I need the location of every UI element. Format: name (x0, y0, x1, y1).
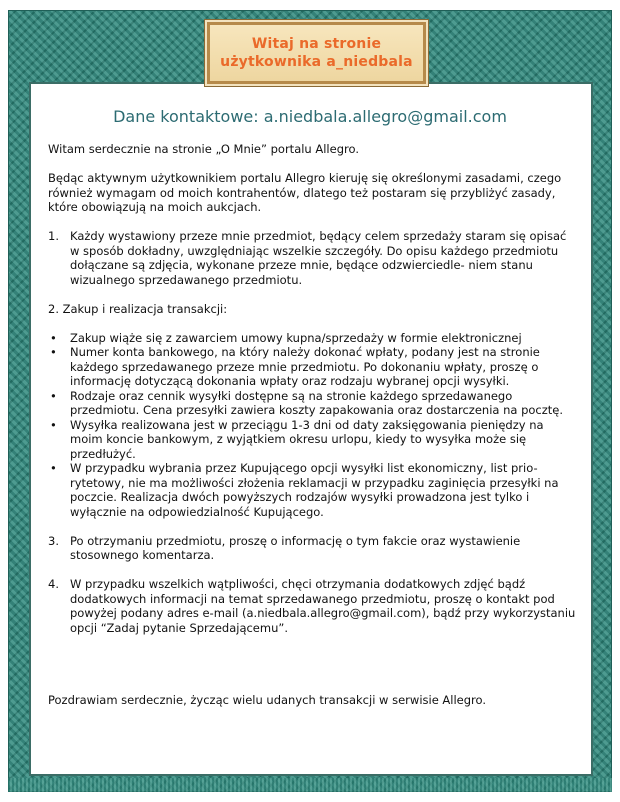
purchase-rules-list (48, 331, 576, 520)
page-title-line-1: Witaj na stronie (251, 36, 382, 52)
page-body (48, 142, 576, 708)
list-item-text: W przypadku wybrania przez Kupującego opcji wysyłki list ekonomiczny, list prio- rytetowy, nie ma możliwości złożenia reklamacji w przypadku zaginięcia przesyłki na poczcie. Realizacja dwóch powyższych rodzajów wysyłki prowadzona jest tylko i wyłącznie na odpowiedzialność Kupującego. (70, 461, 559, 519)
closing-text: Pozdrawiam serdecznie, życząc wielu udanych transakcji w serwisie Allegro. (48, 693, 487, 707)
point-4-text: W przypadku wszelkich wątpliwości, chęci otrzymania dodatkowych zdjęć bądź dodatkowych informacji na temat sprzedawanego przedmiotu, proszę o kontakt pod powyżej podany adres e-mail (a.niedbala.allegro@gmail.com), bądź przy wykorzystaniu opcji “Zadaj pytanie Sprzedającemu”. (70, 577, 576, 635)
point-3 (48, 534, 576, 563)
list-item (48, 461, 576, 519)
list-item (48, 345, 576, 389)
bullet-icon: • (50, 345, 57, 359)
list-item-text: Rodzaje oraz cennik wysyłki dostępne są na stronie każdego sprzedawanego przedmiotu. Cena przesyłki zawiera koszty zapakowania oraz dostarczenia na pocztę. (70, 388, 564, 417)
page-title-line-2: użytkownika a_niedbala (220, 54, 413, 70)
bullet-icon: • (50, 461, 57, 475)
list-item-text: Zakup wiąże się z zawarciem umowy kupna/sprzedaży w formie elektronicznej (70, 330, 522, 345)
list-item-text: Numer konta bankowego, na który należy dokonać wpłaty, podany jest na stronie każdego sprzedawanego przeze mnie przedmiotu. Po dokonaniu wpłaty, proszę o informację dotyczącą dokonania wpłaty oraz rodzaju wybranej opcji wysyłki. (70, 345, 540, 388)
point-1-number: 1. (48, 229, 59, 243)
point-3-number: 3. (48, 533, 59, 548)
list-item-text: Wysyłka realizowana jest w przeciągu 1-3 dni od daty zaksięgowania pieniędzy na moim koncie bankowym, z wyjątkiem okresu urlopu, kiedy to wysyłka może się przedłużyć. (70, 417, 544, 461)
point-2-heading: 2. Zakup i realizacja transakcji: (48, 301, 228, 316)
title-plate (207, 22, 426, 84)
principles-text: Będąc aktywnym użytkownikiem portalu Allegro kieruję się określonymi zasadami, czego również wymagam od moich kontrahentów, dlatego też postaram się przybliżyć zasady, które obowiązują na moich aukcjach. (48, 171, 562, 214)
intro-text: Witam serdecznie na stronie „O Mnie” portalu Allegro. (48, 142, 359, 156)
list-item (48, 418, 576, 462)
contact-heading: Dane kontaktowe: a.niedbala.allegro@gmail.com (113, 107, 507, 126)
point-3-text: Po otrzymaniu przedmiotu, proszę o informację o tym fakcie oraz wystawienie stosownego komentarza. (70, 533, 521, 562)
list-item (48, 331, 576, 346)
point-1 (48, 229, 576, 287)
bullet-icon: • (50, 388, 57, 403)
point-1-text: Każdy wystawiony przeze mnie przedmiot, będący celem sprzedaży staram się opisać w sposób dokładny, uwzględniając wszelkie szczegóły. Do opisu każdego przedmiotu dołączane są zdjęcia, wykonane przeze mnie, będące odzwierciedle- niem stanu wizualnego sprzedawanego przedmiotu. (70, 229, 567, 287)
list-item (48, 389, 576, 418)
point-4-number: 4. (48, 577, 59, 591)
point-4 (48, 577, 576, 635)
bullet-icon: • (50, 330, 57, 345)
bullet-icon: • (50, 417, 57, 432)
